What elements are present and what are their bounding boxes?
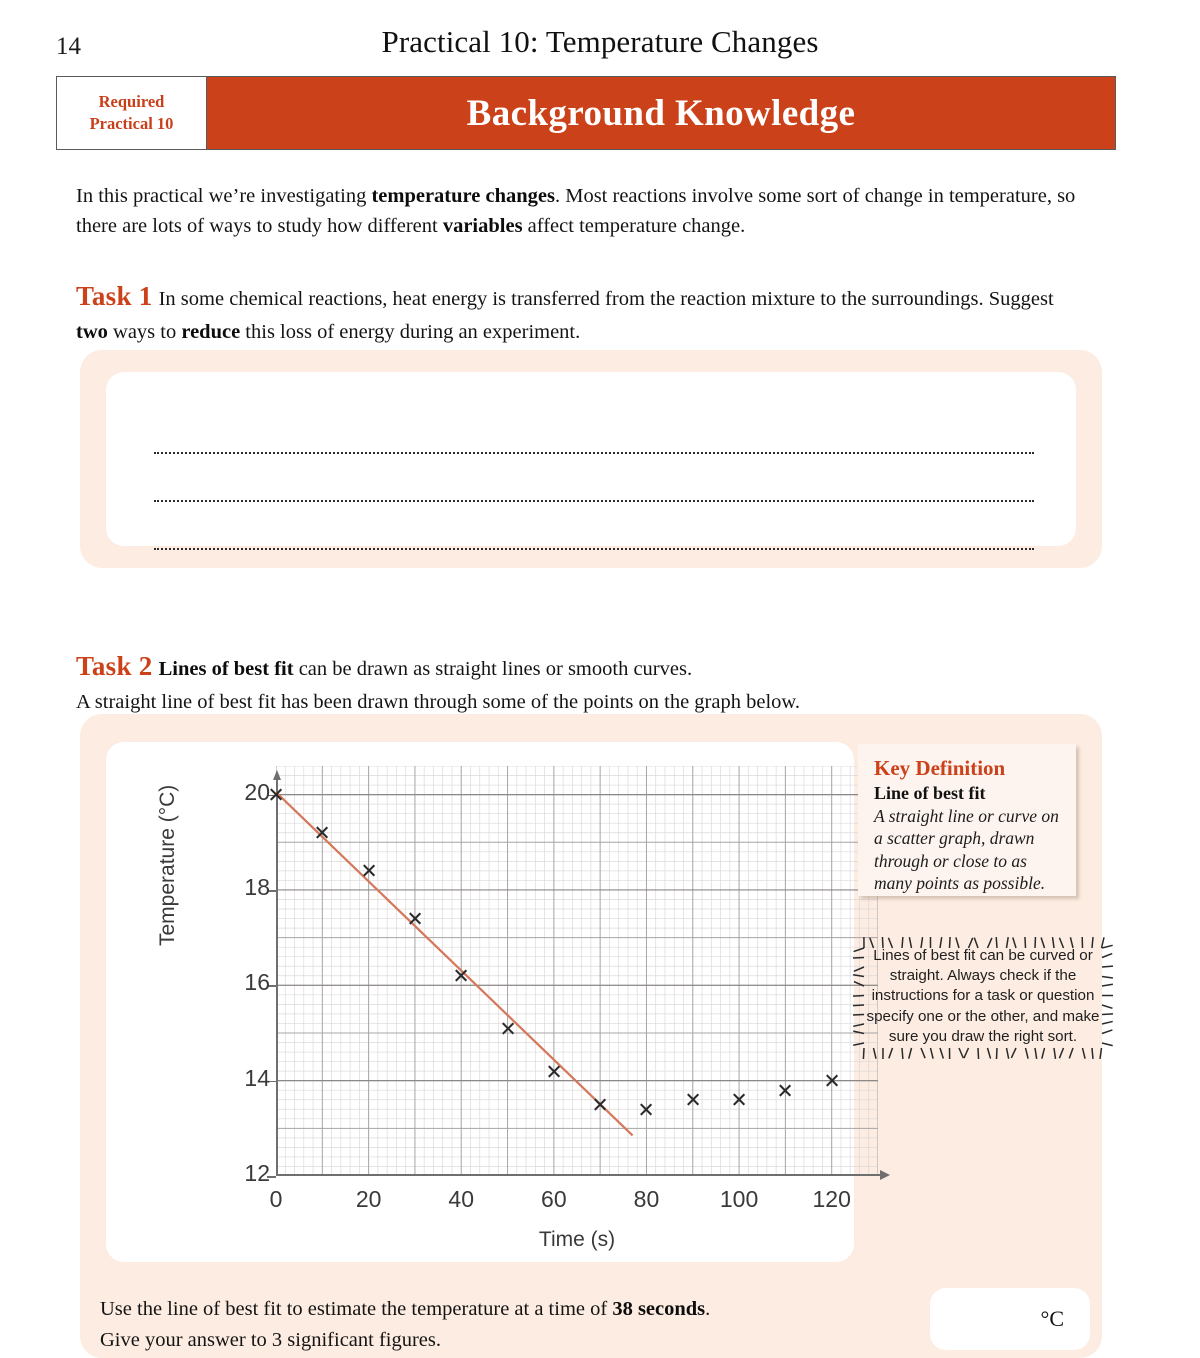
intro-bold-2: variables <box>442 215 523 238</box>
answer-line[interactable] <box>154 452 1034 454</box>
task-1-answer-panel <box>80 350 1102 568</box>
graph-card <box>106 742 854 1262</box>
final-question-part-2: . <box>705 1298 711 1320</box>
data-point-marker <box>500 1021 515 1036</box>
y-tick-label: 20 <box>244 778 270 805</box>
task-1-part-1: In some chemical reactions, heat energy is transferred from the reaction mixture to the surroundings. Suggest <box>158 288 1054 310</box>
intro-part-2: . Most reactions involve some sort of change in temperature, so there are lots of ways to study how different <box>76 185 1076 238</box>
task-1-bold-1: two <box>76 320 108 343</box>
task-1-bold-2: reduce <box>181 320 241 343</box>
tip-note <box>848 932 1118 1064</box>
page-number: 14 <box>56 33 81 60</box>
best-fit-line-layer <box>276 766 878 1176</box>
final-answer-box[interactable] <box>930 1288 1090 1350</box>
y-tick-label: 14 <box>244 1064 270 1091</box>
final-question-bold: 38 seconds <box>612 1298 706 1320</box>
data-point-marker <box>361 863 376 878</box>
task-1-instruction <box>76 276 1086 347</box>
required-practical-tab <box>57 77 207 149</box>
data-point-marker <box>685 1092 700 1107</box>
y-axis-title: Temperature (°C) <box>156 784 179 946</box>
data-point-marker <box>824 1073 839 1088</box>
data-point-marker <box>778 1083 793 1098</box>
banner-title: Background Knowledge <box>466 92 856 134</box>
x-tick-label: 80 <box>633 1186 660 1212</box>
y-tick-label: 18 <box>244 873 270 900</box>
x-axis-title: Time (s) <box>538 1228 616 1251</box>
data-point-marker <box>315 825 330 840</box>
task-1-part-2: ways to <box>107 320 182 343</box>
x-tick-label: 100 <box>719 1186 759 1212</box>
data-point-marker <box>732 1092 747 1107</box>
final-answer-unit: °C <box>1040 1306 1064 1331</box>
tab-line-1: Required <box>98 91 165 111</box>
final-question-part-3: Give your answer to 3 significant figures. <box>100 1328 442 1351</box>
task-2-instruction <box>76 646 1086 717</box>
x-tick-label: 40 <box>448 1186 475 1212</box>
intro-bold-1: temperature changes <box>371 185 555 207</box>
page-title: Practical 10: Temperature Changes <box>381 24 819 59</box>
intro-part-1: In this practical we’re investigating <box>76 185 372 207</box>
x-tick-label: 20 <box>355 1186 382 1212</box>
x-tick-label: 120 <box>812 1186 851 1212</box>
key-definition-heading: Key Definition <box>874 756 1006 780</box>
data-point-marker <box>454 968 469 983</box>
task-1-label: Task 1 <box>76 281 153 311</box>
task-1-part-3: this loss of energy during an experiment. <box>240 320 581 343</box>
final-question-part-1: Use the line of best fit to estimate the temperature at a time of <box>100 1298 613 1320</box>
answer-line[interactable] <box>154 500 1034 502</box>
intro-part-3: affect temperature change. <box>522 215 746 238</box>
task-2-part-1: can be drawn as straight lines or smooth curves. <box>293 658 693 680</box>
x-axis-arrow-icon <box>880 1170 890 1180</box>
x-tick-label: 0 <box>269 1186 283 1212</box>
section-banner <box>56 76 1116 150</box>
y-tick-label: 16 <box>244 969 270 996</box>
key-definition-box <box>858 744 1076 896</box>
data-point-marker <box>639 1102 654 1117</box>
banner-title-area <box>207 77 1115 149</box>
data-point-marker <box>269 787 284 802</box>
x-tick-label: 60 <box>541 1186 567 1212</box>
scatter-plot <box>156 766 878 1251</box>
task-2-bold-1: Lines of best fit <box>158 658 294 680</box>
key-definition-text: A straight line or curve on a scatter graph, drawn through or close to as many points as possible. <box>874 806 1059 894</box>
data-point-marker <box>593 1097 608 1112</box>
task-2-part-2: A straight line of best fit has been drawn through some of the points on the graph below. <box>76 690 800 713</box>
key-definition-term: Line of best fit <box>874 783 986 803</box>
data-point-marker <box>407 911 422 926</box>
task-2-label: Task 2 <box>76 651 153 681</box>
final-question <box>100 1294 890 1356</box>
task-1-answer-box[interactable] <box>106 372 1076 546</box>
y-tick-label: 12 <box>244 1160 270 1186</box>
tab-line-2: Practical 10 <box>89 114 174 133</box>
answer-line[interactable] <box>154 548 1034 550</box>
data-point-marker <box>546 1064 561 1079</box>
intro-paragraph <box>76 181 1086 241</box>
tip-note-text: Lines of best fit can be curved or straight. Always check if the instructions for a task or question specify one or the other, and make sure you draw the right sort. <box>866 947 1100 1045</box>
